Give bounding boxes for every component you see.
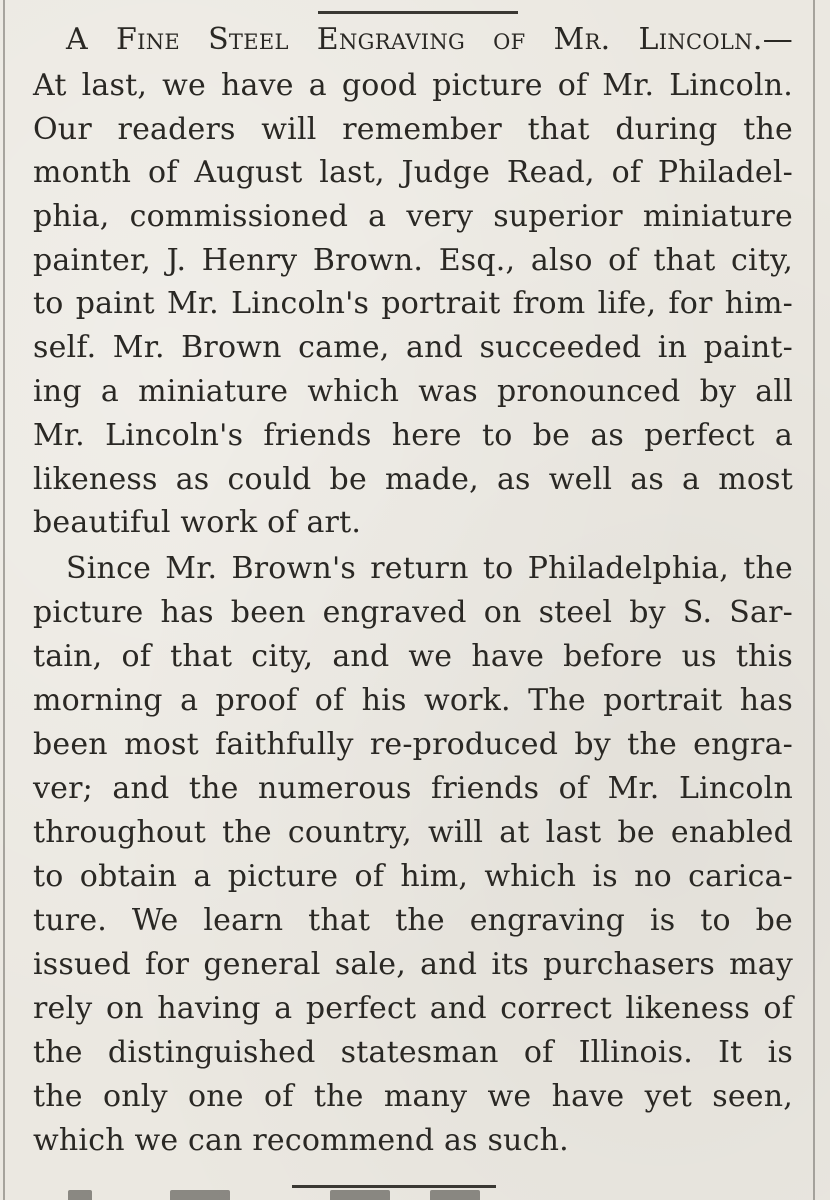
text-line: Our readers will remember that during the [33, 112, 793, 147]
article-headline: A Fine Steel Engraving of Mr. Lincoln.— [66, 22, 793, 57]
text-line: ing a miniature which was pronounced by all [33, 374, 793, 409]
text-line: which we can recommend as such. [33, 1123, 569, 1158]
right-column-rule [813, 0, 815, 1200]
text-line: ture. We learn that the engraving is to be [33, 903, 793, 938]
text-line: morning a proof of his work. The portrait has [33, 683, 793, 718]
text-line: to paint Mr. Lincoln's portrait from life, for him- [33, 286, 793, 321]
text-line: throughout the country, will at last be enabled [33, 815, 793, 850]
text-line: Since Mr. Brown's return to Philadelphia, the [66, 551, 793, 586]
text-line: month of August last, Judge Read, of Philadel- [33, 155, 793, 190]
next-article-fragment [330, 1190, 390, 1200]
text-line: ver; and the numerous friends of Mr. Lincoln [33, 771, 793, 806]
text-line: picture has been engraved on steel by S. Sar- [33, 595, 793, 630]
text-line: painter, J. Henry Brown. Esq., also of that city, [33, 243, 793, 278]
text-line: beautiful work of art. [33, 505, 362, 540]
text-line: the only one of the many we have yet seen, [33, 1079, 793, 1114]
top-separator-rule [318, 11, 518, 14]
text-line: phia, commissioned a very superior miniature [33, 199, 793, 234]
text-line: likeness as could be made, as well as a most [33, 462, 793, 497]
text-line: tain, of that city, and we have before us this [33, 639, 793, 674]
bottom-separator-rule [292, 1185, 496, 1188]
text-line: issued for general sale, and its purchasers may [33, 947, 793, 982]
text-line: been most faithfully re-produced by the engra- [33, 727, 793, 762]
text-line: to obtain a picture of him, which is no carica- [33, 859, 793, 894]
text-line: At last, we have a good picture of Mr. Lincoln. [33, 68, 793, 103]
text-line: the distinguished statesman of Illinois. It is [33, 1035, 793, 1070]
next-article-fragment [170, 1190, 230, 1200]
next-article-fragment [430, 1190, 480, 1200]
text-line: rely on having a perfect and correct likeness of [33, 991, 793, 1026]
text-line: Mr. Lincoln's friends here to be as perfect a [33, 418, 793, 453]
left-column-rule [3, 0, 5, 1200]
next-article-fragment [68, 1190, 92, 1200]
text-line: self. Mr. Brown came, and succeeded in paint- [33, 330, 793, 365]
